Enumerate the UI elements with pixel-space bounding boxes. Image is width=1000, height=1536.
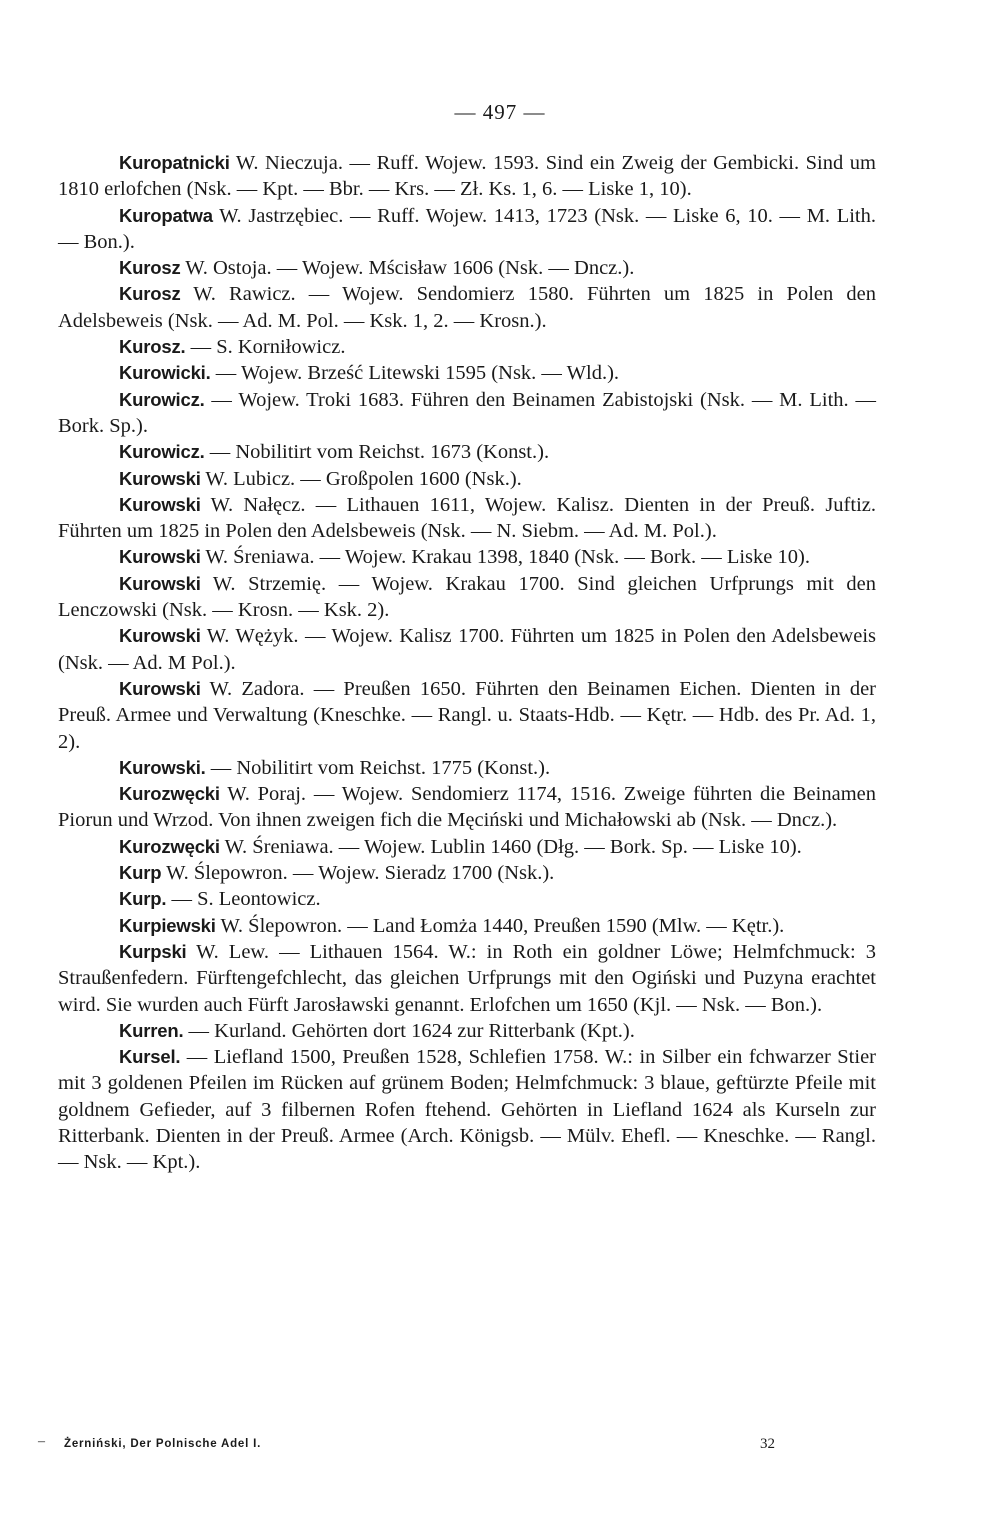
entry-text: — S. Leontowicz. — [166, 888, 321, 911]
entry — [58, 1044, 876, 1175]
entry — [58, 676, 876, 755]
entry-name: Kurowski — [119, 625, 201, 647]
entry-text: W. Ostoja. — Wojew. Mścisław 1606 (Nsk. — Dncz.). — [180, 257, 635, 280]
page-footer — [0, 1436, 1000, 1466]
entry-text: — Kurland. Gehörten dort 1624 zur Ritterbank (Kpt.). — [183, 1019, 635, 1042]
entry-list — [58, 150, 876, 1176]
entry — [58, 360, 876, 386]
entry-name: Kurowski — [119, 546, 201, 568]
entry-name: Kurowicz. — [119, 441, 205, 463]
entry-text: W. Jastrzębiec. — Ruff. Wojew. 1413, 1723 (Nsk. — Liske 6, 10. — M. Lith. — Bon.). — [58, 204, 876, 253]
entry-name: Kurowicki. — [119, 362, 211, 384]
entry-text: W. Poraj. — Wojew. Sendomierz 1174, 1516. Zweige führten die Beinamen Piorun und Wrzod. Von ihnen zweigen fich die Męciński und Michałowski ab (Nsk. — Dncz.). — [58, 783, 876, 832]
entry — [58, 860, 876, 886]
entry — [58, 255, 876, 281]
entry-name: Kurp. — [119, 888, 167, 910]
entry — [58, 334, 876, 360]
entry-name: Kuropatwa — [119, 204, 213, 226]
entry — [58, 387, 876, 440]
entry — [58, 623, 876, 676]
entry-name: Kurowski — [119, 493, 201, 515]
entry-name: Kurosz — [119, 257, 181, 279]
entry-name: Kurp — [119, 862, 162, 884]
entry-text: W. Lubicz. — Großpolen 1600 (Nsk.). — [200, 467, 522, 490]
entry-name: Kurowicz. — [119, 388, 205, 410]
entry-text: W. Ślepowron. — Land Łomża 1440, Preußen 1590 (Mlw. — Kętr.). — [215, 914, 785, 937]
entry — [58, 466, 876, 492]
entry-text: — S. Korniłowicz. — [185, 336, 346, 359]
entry-name: Kurozwęcki — [119, 783, 220, 805]
entry — [58, 203, 876, 256]
entry-name: Kurosz. — [119, 336, 186, 358]
entry — [58, 281, 876, 334]
entry-text: W. Ślepowron. — Wojew. Sieradz 1700 (Nsk.). — [161, 862, 555, 885]
entry-name: Kursel. — [119, 1046, 181, 1068]
printer-signature: Żerniński, Der Polnische Adel I. — [64, 1438, 262, 1450]
entry-text: W. Rawicz. — Wojew. Sendomierz 1580. Führten um 1825 in Polen den Adelsbeweis (Nsk. — Ad. M. Pol. — Ksk. 1, 2. — Krosn.). — [58, 283, 876, 332]
page-number: — 497 — — [454, 100, 546, 124]
entry-name: Kurpski — [119, 940, 187, 962]
entry — [58, 834, 876, 860]
entry-text: — Wojew. Troki 1683. Führen den Beinamen Zabistojski (Nsk. — M. Lith. — Bork. Sp.). — [58, 388, 876, 437]
entry-text: — Wojew. Brześć Litewski 1595 (Nsk. — Wld.). — [210, 362, 620, 385]
entry — [58, 939, 876, 1018]
entry — [58, 755, 876, 781]
entry-text: W. Lew. — Lithauen 1564. W.: in Roth ein goldner Löwe; Helmfchmuck: 3 Straußenfedern. Fürftengefchlecht, das gleichen Urfprungs mit den Ogiński und Puzyna erachtet wird. Sie wurden auch Fürft Jarosławski genannt. Erlofchen um 1650 (Kjl. — Nsk. — Bon.). — [58, 940, 876, 1016]
entry — [58, 1018, 876, 1044]
entry — [58, 886, 876, 912]
entry-name: Kurowski — [119, 467, 201, 489]
entry-text: W. Śreniawa. — Wojew. Lublin 1460 (Dłg. — Bork. Sp. — Liske 10). — [219, 835, 802, 858]
entry-name: Kurowski — [119, 677, 201, 699]
entry-text: W. Zadora. — Preußen 1650. Führten den Beinamen Eichen. Dienten in der Preuß. Armee und Verwaltung (Kneschke. — Rangl. u. Staats-Hdb. — Kętr. — Hdb. des Pr. Ad. 1, 2). — [58, 677, 876, 753]
entry-name: Kurowski — [119, 572, 201, 594]
entry — [58, 571, 876, 624]
entry — [58, 439, 876, 465]
footer-mark: – — [38, 1434, 45, 1449]
entry-text: — Liefland 1500, Preußen 1528, Schlefien 1758. W.: in Silber ein fchwarzer Stier mit 3 goldenen Pfeilen im Rücken auf grünem Boden; Helmfchmuck: 3 blaue, geftürzte Pfeile mit goldnem Gefieder, auf 3 filbernen Rofen ftehend. Gehörten in Liefland 1624 als Kurseln zur Ritterbank. Dienten in der Preuß. Armee (Arch. Königsb. — Mülv. Ehefl. — Kneschke. — Rangl. — Nsk. — Kpt.). — [58, 1046, 876, 1174]
entry-text: W. Wężyk. — Wojew. Kalisz 1700. Führten um 1825 in Polen den Adelsbeweis (Nsk. — Ad. M Pol.). — [58, 625, 876, 674]
entry — [58, 544, 876, 570]
entry-text: W. Nałęcz. — Lithauen 1611, Wojew. Kalisz. Dienten in der Preuß. Juftiz. Führten um 1825 in Polen den Adelsbeweis (Nsk. — N. Siebm. — Ad. M. Pol.). — [58, 493, 876, 543]
entry-text: W. Strzemię. — Wojew. Krakau 1700. Sind gleichen Urfprungs mit den Lenczowski (Nsk. — Krosn. — Ksk. 2). — [58, 572, 876, 622]
entry-name: Kuropatnicki — [119, 152, 230, 173]
entry-name: Kurowski. — [119, 756, 206, 778]
entry — [58, 781, 876, 834]
entry-text: W. Nieczuja. — Ruff. Wojew. 1593. Sind ein Zweig der Gembicki. Sind um 1810 erlofchen (Nsk. — Kpt. — Bbr. — Krs. — Zł. Ks. 1, 6. — Liske 1, 10). — [58, 152, 876, 201]
entry-text: — Nobilitirt vom Reichst. 1775 (Konst.). — [205, 756, 551, 779]
entry-text: W. Śreniawa. — Wojew. Krakau 1398, 1840 (Nsk. — Bork. — Liske 10). — [200, 546, 810, 569]
entry-name: Kurren. — [119, 1019, 184, 1041]
entry-name: Kurozwęcki — [119, 835, 220, 857]
entry-text: — Nobilitirt vom Reichst. 1673 (Konst.). — [204, 441, 550, 464]
entry-name: Kurosz — [119, 283, 181, 305]
sheet-number: 32 — [760, 1436, 775, 1452]
entry — [58, 492, 876, 545]
entry — [58, 150, 876, 203]
entry-name: Kurpiewski — [119, 914, 216, 936]
entry — [58, 913, 876, 939]
